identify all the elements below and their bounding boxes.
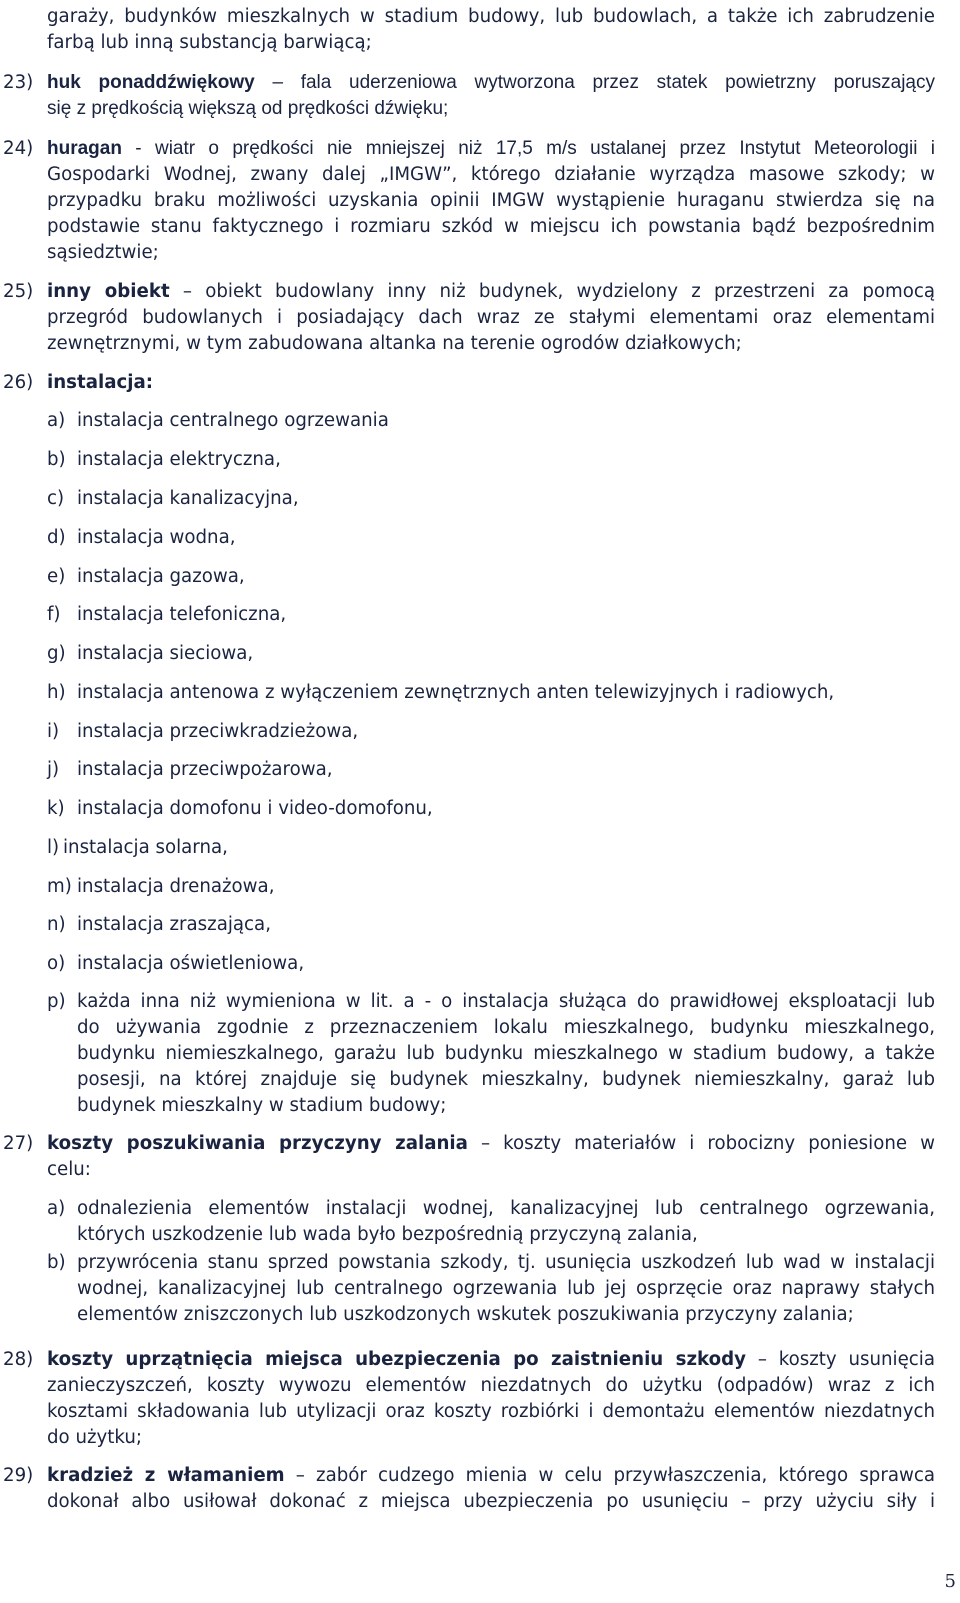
list-item: instalacja telefoniczna,: [77, 604, 287, 625]
item-25-number: 25): [3, 281, 34, 302]
item-27-a-line-1: odnalezienia elementów instalacji wodnej, kanalizacyjnej lub centralnego ogrzewania,: [77, 1198, 935, 1219]
item-23-line-1: [47, 70, 935, 96]
page-number: 5: [944, 1571, 956, 1592]
list-item-p-line-1: każda inna niż wymieniona w lit. a - o instalacja służąca do prawidłowej eksploatacji lub: [77, 991, 935, 1012]
list-item-letter: j): [47, 759, 60, 780]
intro-line-1: garaży, budynków mieszkalnych w stadium budowy, lub budowlach, a także ich zabrudzenie: [47, 6, 935, 27]
list-item: instalacja sieciowa,: [77, 643, 254, 664]
list-item-letter: a): [47, 410, 66, 431]
list-item: instalacja wodna,: [77, 527, 236, 548]
item-28-line-2: zanieczyszczeń, koszty wywozu elementów niezdatnych do użytku (odpadów) wraz z ich: [47, 1375, 935, 1396]
list-item: instalacja centralnego ogrzewania: [77, 410, 389, 431]
list-item: instalacja gazowa,: [77, 566, 245, 587]
item-27-b-line-3: elementów zniszczonych lub uszkodzonych wskutek poszukiwania przyczyny zalania;: [77, 1304, 854, 1325]
item-27-a-line-2: których uszkodzenie lub wada było bezpośrednią przyczyną zalania,: [77, 1224, 698, 1245]
item-24-line-3: przypadku braku możliwości uzyskania opinii IMGW wystąpienie huraganu stwierdza się na: [47, 190, 935, 211]
list-item-letter: c): [47, 488, 65, 509]
item-25-line-2: przegród budowlanych i posiadający dach wraz ze stałymi elementami oraz elementami: [47, 307, 935, 328]
item-23-term: huk ponaddźwiękowy: [47, 72, 255, 93]
item-29-line-1: [47, 1463, 935, 1489]
list-item-letter: p): [47, 991, 66, 1012]
item-27-b-line-1: przywrócenia stanu sprzed powstania szkody, tj. usunięcia uszkodzeń lub wad w instalacji: [77, 1252, 935, 1273]
list-item-p-line-5: budynek mieszkalny w stadium budowy;: [77, 1095, 447, 1116]
list-item: instalacja solarna,: [63, 837, 228, 858]
list-item: instalacja kanalizacyjna,: [77, 488, 299, 509]
item-28-line-4: do użytku;: [47, 1427, 143, 1448]
item-23-definition: – fala uderzeniowa wytworzona przez statek powietrzny poruszający: [254, 72, 935, 93]
list-item-letter: i): [47, 721, 60, 742]
list-item-letter: e): [47, 566, 66, 587]
list-item-letter: d): [47, 527, 66, 548]
item-24-line-4: podstawie stanu faktycznego i rozmiaru szkód w miejscu ich powstania bądź bezpośrednim: [47, 216, 935, 237]
item-25-definition: – obiekt budowlany inny niż budynek, wydzielony z przestrzeni za pomocą: [169, 281, 935, 302]
item-28-number: 28): [3, 1349, 34, 1370]
item-29-number: 29): [3, 1465, 34, 1486]
list-item-p-line-4: posesji, na której znajduje się budynek mieszkalny, budynek niemieszkalny, garaż lub: [77, 1069, 935, 1090]
item-27-number: 27): [3, 1133, 34, 1154]
item-27-line-1: [47, 1131, 935, 1157]
list-item: instalacja elektryczna,: [77, 449, 281, 470]
list-item: instalacja oświetleniowa,: [77, 953, 305, 974]
item-23-line-2: się z prędkością większą od prędkości dźwięku;: [47, 98, 449, 119]
item-28-line-3: kosztami składowania lub utylizacji oraz koszty rozbiórki i demontażu elementów niezdatnych: [47, 1401, 935, 1422]
list-item-letter: g): [47, 643, 66, 664]
item-25-term: inny obiekt: [47, 281, 170, 302]
item-27-b-line-2: wodnej, kanalizacyjnej lub centralnego ogrzewania lub jej osprzęcie oraz naprawy stałych: [77, 1278, 935, 1299]
item-24-number: 24): [3, 138, 34, 159]
item-28-definition: – koszty usunięcia: [746, 1349, 935, 1370]
list-item-letter: k): [47, 798, 65, 819]
intro-line-2: farbą lub inną substancją barwiącą;: [47, 32, 372, 53]
item-24-definition: - wiatr o prędkości nie mniejszej niż 17,5 m/s ustalanej przez Instytut Meteorologii i: [121, 138, 935, 159]
list-item: instalacja antenowa z wyłączeniem zewnętrznych anten telewizyjnych i radiowych,: [77, 682, 835, 703]
item-27-a-letter: a): [47, 1198, 66, 1219]
item-24-line-2: Gospodarki Wodnej, zwany dalej „IMGW”, którego działanie wyrządza masowe szkody; w: [47, 164, 935, 185]
list-item-letter: f): [47, 604, 61, 625]
list-item: instalacja przeciwkradzieżowa,: [77, 721, 359, 742]
item-25-line-1: [47, 279, 935, 305]
list-item: instalacja drenażowa,: [77, 876, 275, 897]
item-24-line-5: sąsiedztwie;: [47, 242, 159, 263]
list-item-letter: n): [47, 914, 66, 935]
item-27-definition: – koszty materiałów i robocizny poniesione w: [467, 1133, 935, 1154]
list-item: instalacja domofonu i video-domofonu,: [77, 798, 433, 819]
item-26-number: 26): [3, 372, 34, 393]
item-23-number: 23): [3, 72, 34, 93]
list-item-letter: l): [47, 837, 60, 858]
list-item-p-line-2: do używania zgodnie z przeznaczeniem lokalu mieszkalnego, budynku mieszkalnego,: [77, 1017, 935, 1038]
list-item: instalacja zraszająca,: [77, 914, 271, 935]
list-item-p-line-3: budynku niemieszkalnego, garażu lub budynku mieszkalnego w stadium budowy, a także: [77, 1043, 935, 1064]
item-28-line-1: [47, 1347, 935, 1373]
list-item: instalacja przeciwpożarowa,: [77, 759, 333, 780]
item-29-line-2: dokonał albo usiłował dokonać z miejsca ubezpieczenia po usunięciu – przy użyciu siły i: [47, 1491, 935, 1512]
list-item-letter: o): [47, 953, 66, 974]
item-24-term: huragan: [47, 138, 122, 159]
list-item-letter: h): [47, 682, 66, 703]
item-27-line-2: celu:: [47, 1159, 91, 1180]
item-29-term: kradzież z włamaniem: [47, 1465, 285, 1486]
item-27-b-letter: b): [47, 1252, 66, 1273]
item-28-term: koszty uprzątnięcia miejsca ubezpieczenia po zaistnieniu szkody: [47, 1349, 747, 1370]
item-29-definition: – zabór cudzego mienia w celu przywłaszczenia, którego sprawca: [284, 1465, 935, 1486]
list-item-letter: m): [47, 876, 72, 897]
item-27-term: koszty poszukiwania przyczyny zalania: [47, 1133, 468, 1154]
list-item-letter: b): [47, 449, 66, 470]
item-26-term: instalacja:: [47, 372, 154, 393]
item-25-line-3: zewnętrznymi, w tym zabudowana altanka na terenie ogrodów działkowych;: [47, 333, 742, 354]
item-24-line-1: [47, 136, 935, 162]
